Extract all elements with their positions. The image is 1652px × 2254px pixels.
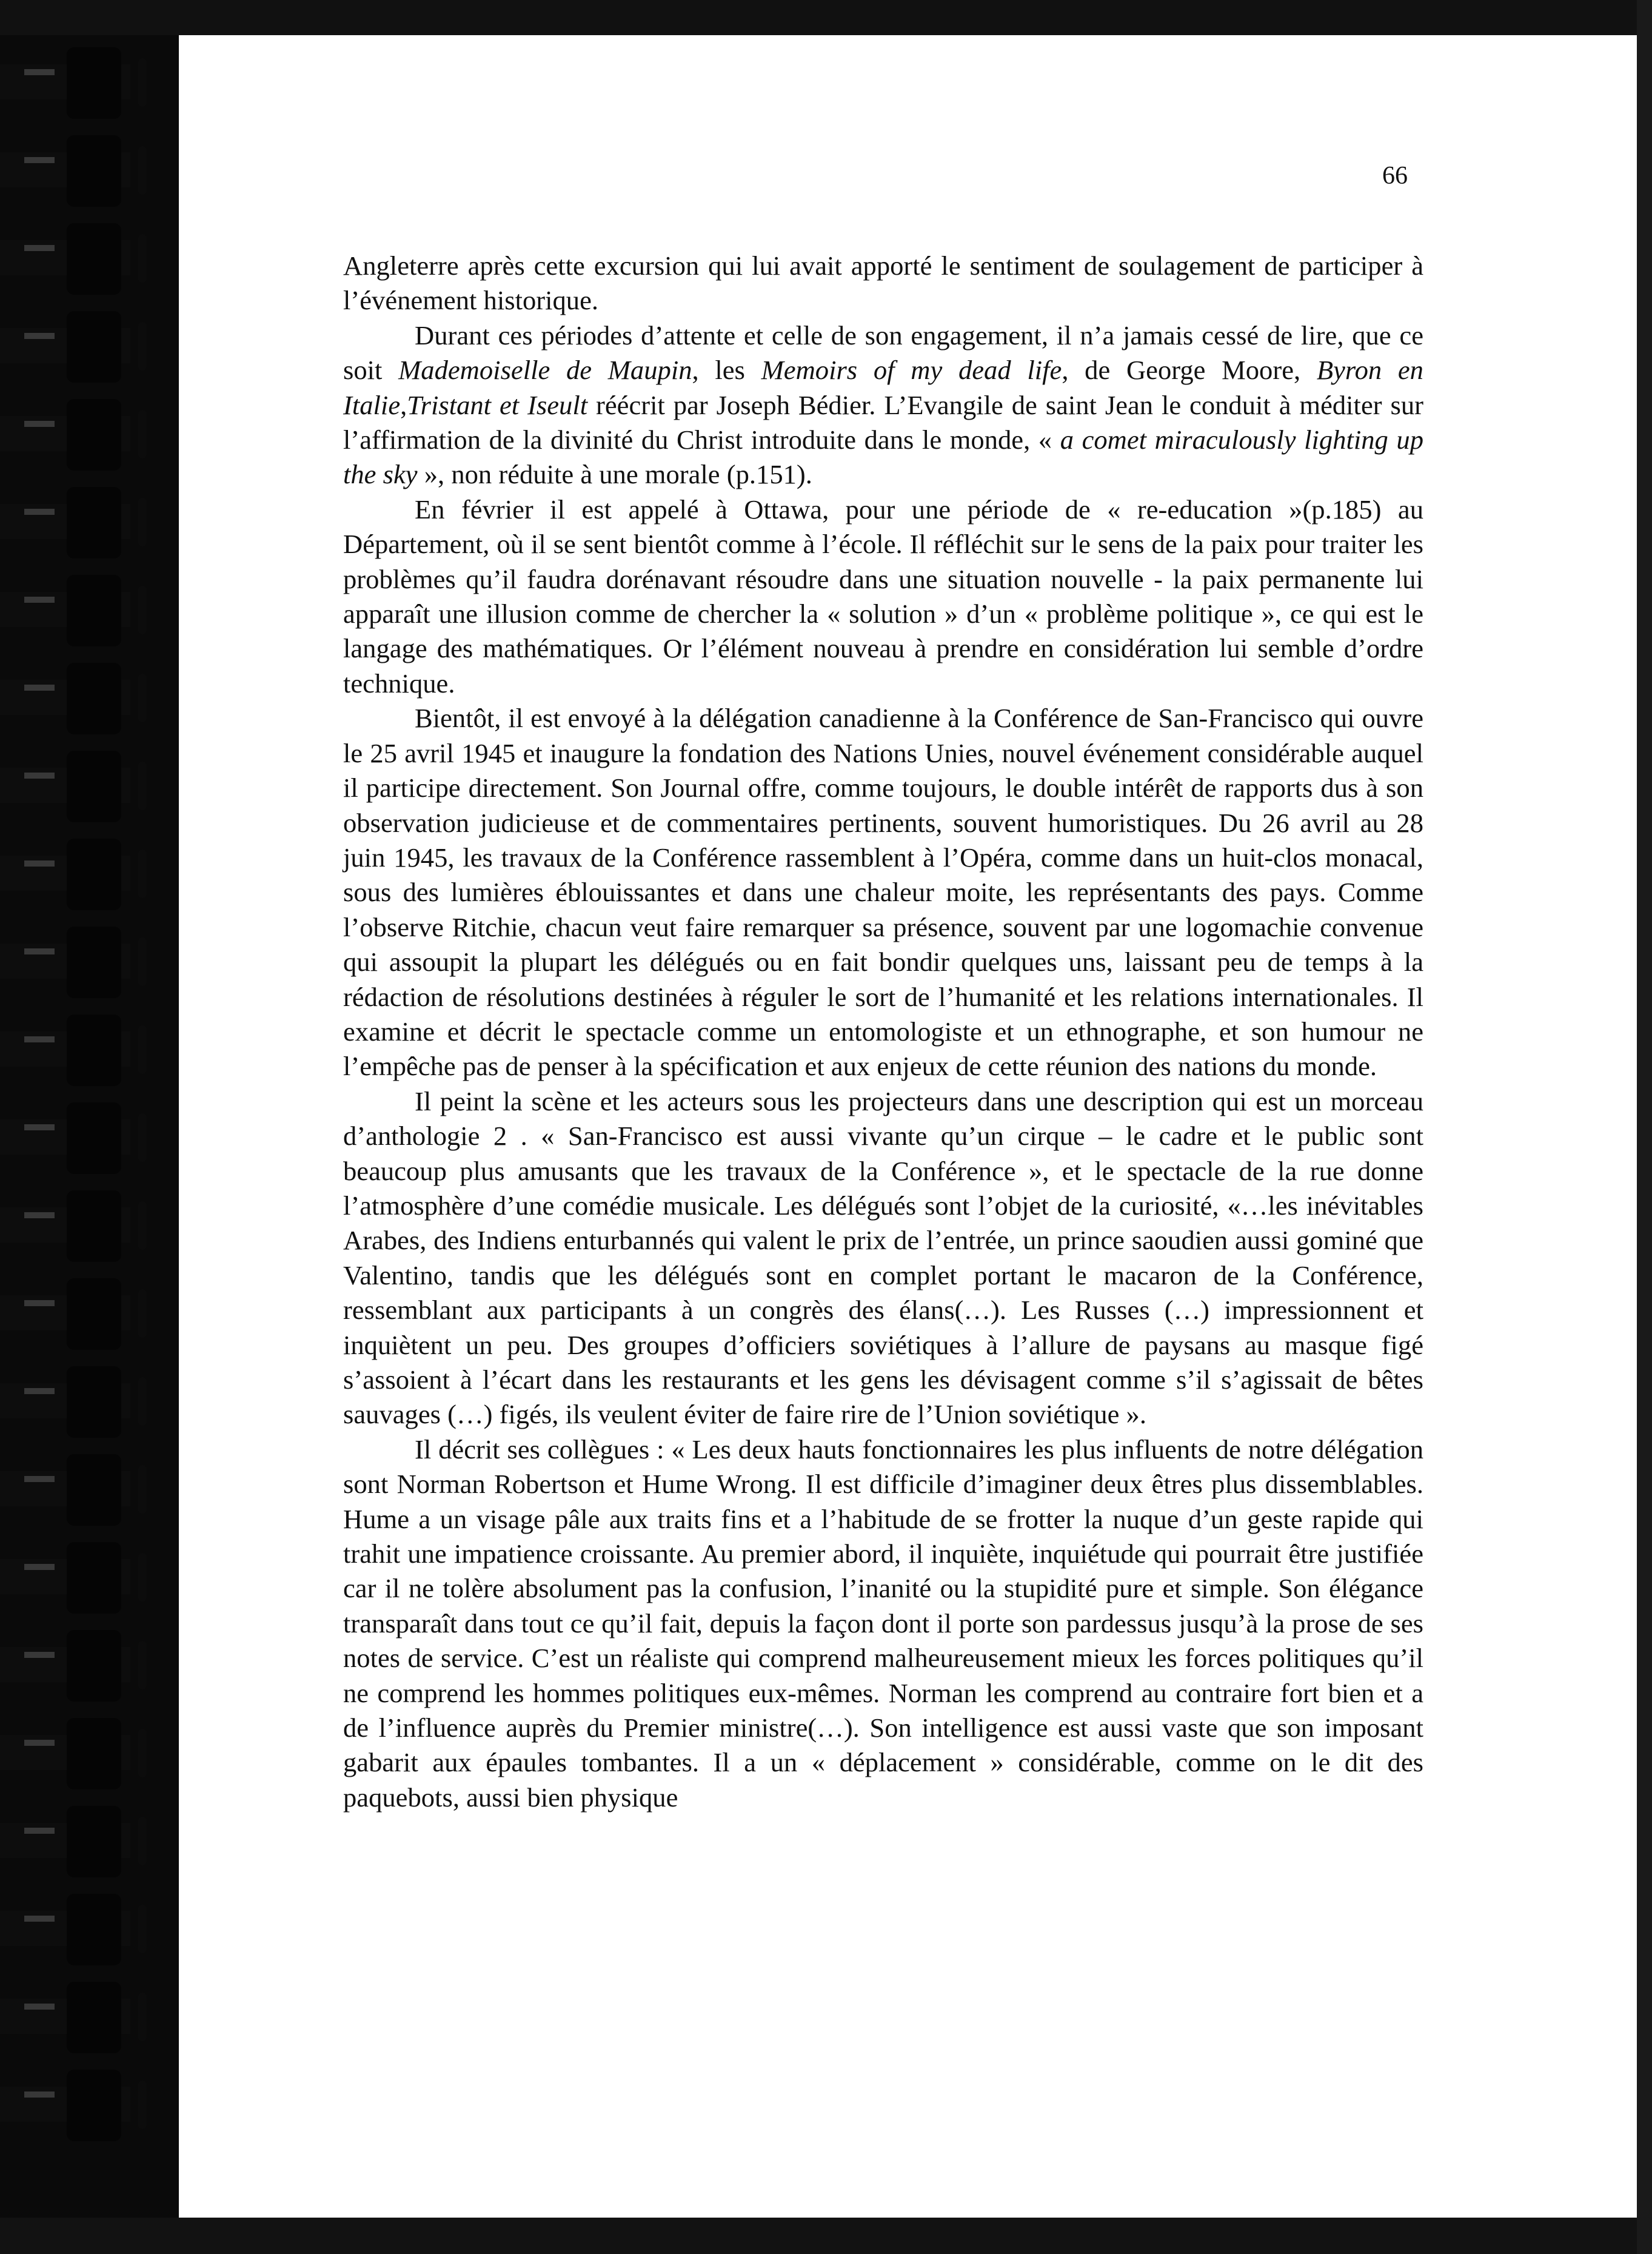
binding-coil (0, 311, 152, 384)
text-run: Il peint la scène et les acteurs sous les projecteurs dans une description qui est un morceau d’anthologie 2 . « San-Francisco est aussi vivante qu’un cirque – le cadre et le public sont beaucoup plus amusants que les travaux de la Conférence », et le spectacle de la rue donne l’atmosphère d’une comédie musicale. Les délégués sont l’objet de la curiosité, «…les inévitables Arabes, des Indiens enturbannés qui valent le prix de l’entrée, un prince saoudien aussi gominé que Valentino, tandis que les délégués sont en complet portant le macaron de la Conférence, ressemblant aux participants à un congrès des élans(…). Les Russes (…) impressionnent et inquiètent un peu. Des groupes d’officiers soviétiques à l’allure de paysans au masque figé s’assoient à l’écart dans les restaurants et les gens les dévisagent comme s’il s’agissait de bêtes sauvages (…) figés, ils veulent éviter de faire rire de l’Union soviétique ». (343, 1085, 1423, 1430)
binding-coil (0, 1454, 152, 1527)
binding-coil (0, 135, 152, 208)
paragraph (343, 318, 1423, 492)
scan-border-top (0, 0, 1652, 35)
italic-title: Mademoiselle de Maupin (398, 355, 692, 386)
binding-coil (0, 1894, 152, 1967)
binding-coil (0, 1630, 152, 1703)
text-run: Durant ces périodes d’attente et celle de son engagement, il n’a jamais cessé de lire, que ce soit (343, 320, 1423, 386)
text-run: En février il est appelé à Ottawa, pour une période de « re-education »(p.185) au Département, où il se sent bientôt comme à l’école. Il réfléchit sur le sens de la paix pour traiter les problèmes qu’il faudra dorénavant résoudre dans une situation nouvelle - la paix permanente lui apparaît une illusion comme de chercher la « solution » d’un « problème politique », ce qui est le langage des mathématiques. Or l’élément nouveau à prendre en considération lui semble d’ordre technique. (343, 494, 1423, 699)
text-run: , de George Moore, (1062, 355, 1317, 386)
binding-coil (0, 399, 152, 472)
text-run: Angleterre après cette excursion qui lui avait apporté le sentiment de soulagement de participer à l’événement historique. (343, 250, 1423, 316)
italic-title: Byron en Italie (343, 355, 1423, 420)
italic-title: Memoirs of my dead life (761, 355, 1062, 386)
binding-coil (0, 1542, 152, 1615)
binding-coil (0, 223, 152, 296)
binding-coil (0, 487, 152, 560)
paragraph (343, 249, 1423, 318)
italic-title: a comet miraculously lighting up the sky (343, 424, 1424, 490)
paragraph (343, 1432, 1423, 1815)
binding-coil (0, 839, 152, 911)
binding-coil (0, 663, 152, 736)
binding-coil (0, 1102, 152, 1175)
binding-coil (0, 1806, 152, 1879)
binding-coil (0, 2070, 152, 2142)
binding-coil (0, 47, 152, 120)
scan-border-bottom (0, 2218, 1652, 2254)
binding-coil (0, 575, 152, 648)
text-run: », non réduite à une morale (p.151). (417, 459, 812, 490)
binding-coil (0, 751, 152, 823)
text-run: , (400, 389, 407, 420)
text-run: Il décrit ses collègues : « Les deux hauts fonctionnaires les plus influents de notre délégation sont Norman Robertson et Hume Wrong. Il est difficile d’imaginer deux êtres plus dissemblables. Hume a un visage pâle aux traits fins et a l’habitude de se frotter la nuque d’un geste rapide qui trahit une impatience croissante. Au premier abord, il inquiète, inquiétude qui pourrait être justifiée car il ne tolère absolument pas la confusion, l’inanité ou la stupidité pure et simple. Son élégance transparaît dans tout ce qu’il fait, depuis la façon dont il porte son pardessus jusqu’à la prose de ses notes de service. C’est un réaliste qui comprend malheureusement mieux les forces politiques qu’il ne comprend les hommes politiques eux-mêmes. Norman les comprend au contraire fort bien et a de l’influence auprès du Premier ministre(…). Son intelligence est aussi vaste que son imposant gabarit aux épaules tombantes. Il a un « déplacement » considérable, comme on le dit des paquebots, aussi bien physique (343, 1434, 1423, 1813)
binding-coil (0, 1718, 152, 1791)
binding-coil (0, 1366, 152, 1439)
paragraph (343, 1084, 1423, 1432)
text-run: réécrit par Joseph Bédier. L’Evangile de saint Jean le conduit à méditer sur l’affirmation de la divinité du Christ introduite dans le monde, « (343, 389, 1423, 455)
binding-coil (0, 1015, 152, 1087)
binding-coil (0, 1278, 152, 1351)
text-run: Bientôt, il est envoyé à la délégation canadienne à la Conférence de San-Francisco qui ouvre le 25 avril 1945 et inaugure la fondation des Nations Unies, nouvel événement considérable auquel il participe directement. Son Journal offre, comme toujours, le double intérêt de rapports dus à son observation judicieuse et de commentaires pertinents, souvent humoristiques. Du 26 avril au 28 juin 1945, les travaux de la Conférence rassemblent à l’Opéra, comme dans un huit-clos monacal, sous des lumières éblouissantes et dans une chaleur moite, les représentants des pays. Comme l’observe Ritchie, chacun veut faire remarquer sa présence, souvent par une logomachie convenue qui assoupit la plupart les délégués ou en fait bondir quelques uns, laissant peu de temps à la rédaction de résolutions destinées à réguler le sort de l’humanité et les relations internationales. Il examine et décrit le spectacle comme un entomologiste et un ethnographe, et son humour ne l’empêche pas de penser à la spécification et aux enjeux de cette réunion des nations du monde. (343, 703, 1423, 1082)
page-number: 66 (1382, 162, 1408, 190)
scan-border-right (1637, 0, 1652, 2254)
paragraph (343, 701, 1423, 1084)
spiral-binding (0, 35, 182, 2218)
binding-coil (0, 927, 152, 999)
text-run: , les (692, 355, 761, 386)
italic-title: Tristant et Iseult (407, 389, 588, 420)
body-text (343, 249, 1423, 1815)
binding-coil (0, 1982, 152, 2054)
binding-coil (0, 1190, 152, 1263)
paragraph (343, 492, 1423, 701)
